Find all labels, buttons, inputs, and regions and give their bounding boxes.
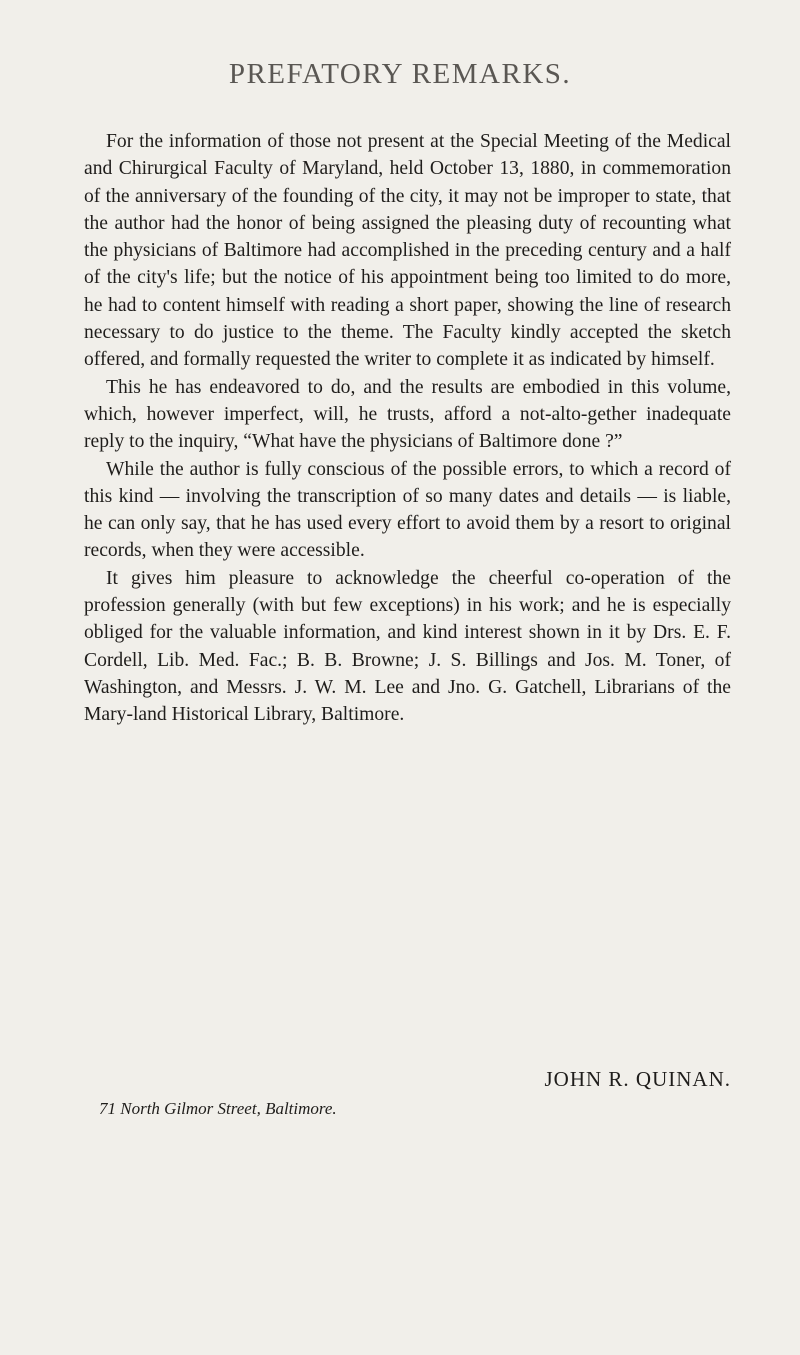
page-title: PREFATORY REMARKS. xyxy=(228,58,572,90)
paragraph-4: It gives him pleasure to acknowledge the cheerful co-operation of the profession generally (with but few exceptions) in his work; and he is especially obliged for the valuable information, and kind interest shown in it by Drs. E. F. Cordell, Lib. Med. Fac.; B. B. Browne; J. S. Billings and Jos. M. Toner, of Washington, and Messrs. J. W. M. Lee and Jno. G. Gatchell, Librarians of the Mary-land Historical Library, Baltimore. xyxy=(84,567,731,726)
paragraph-1: For the information of those not present at the Special Meeting of the Medical and Chirurgical Faculty of Maryland, held October 13, 1880, in commemoration of the anniversary of the founding of the city, it may not be improper to state, that the author had the honor of being assigned the pleasing duty of recounting what the physicians of Baltimore had accomplished in the preceding century and a half of the city's life; but the notice of his appointment being too limited to do more, he had to content himself with reading a short paper, showing the line of research necessary to do justice to the theme. The Faculty kindly accepted the sketch offered, and formally requested the writer to complete it as indicated by himself. xyxy=(84,131,731,371)
paragraph-3: While the author is fully conscious of the possible errors, to which a record of this kind — involving the transcription of so many dates and details — is liable, he can only say, that he has used every effort to avoid them by a resort to original records, when they were accessible. xyxy=(84,458,731,562)
author-address: 71 North Gilmor Street, Baltimore. xyxy=(99,1099,337,1118)
preface-body xyxy=(84,128,731,729)
paragraph-2: This he has endeavored to do, and the results are embodied in this volume, which, however imperfect, will, he trusts, afford a not-alto-gether inadequate reply to the inquiry, “What have the physicians of Baltimore done ?” xyxy=(84,376,731,453)
author-signature: JOHN R. QUINAN. xyxy=(544,1067,731,1091)
